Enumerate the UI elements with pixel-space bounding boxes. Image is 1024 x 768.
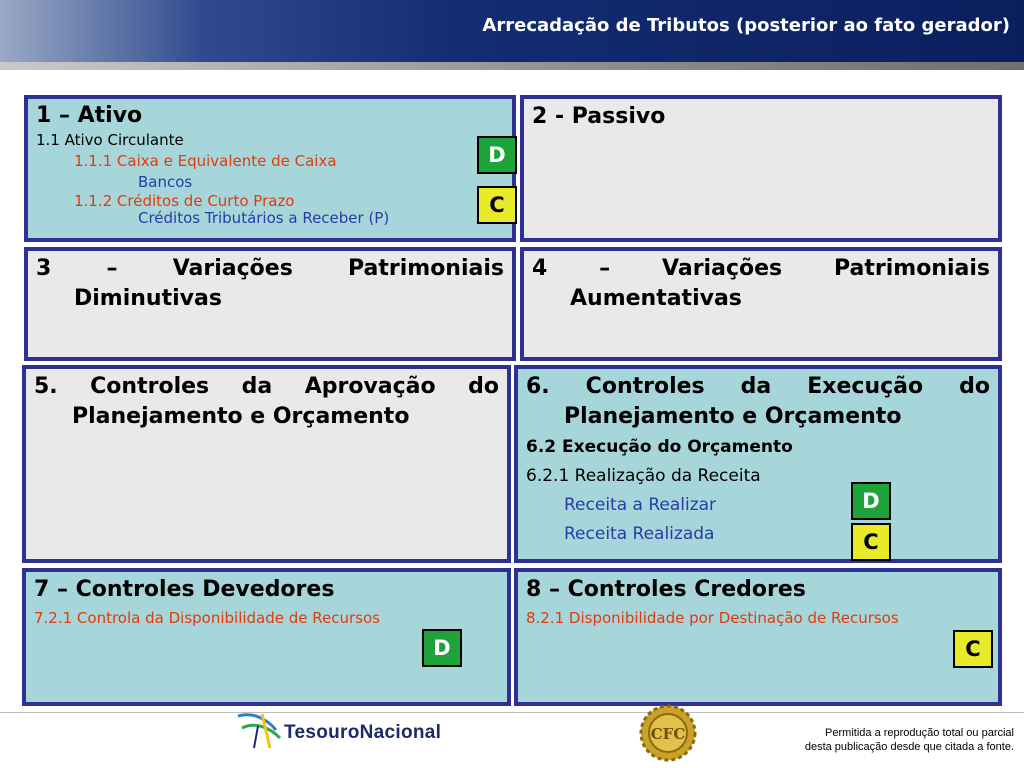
creditos-curto-prazo: 1.1.2 Créditos de Curto Prazo [74,192,295,210]
credit-marker-ativo: C [477,186,517,224]
debit-marker-devedores: D [422,629,462,667]
caixa-equivalente: 1.1.1 Caixa e Equivalente de Caixa [74,152,337,170]
reproduction-note-line2: desta publicação desde que citada a fonte. [804,741,1014,753]
controla-disponibilidade: 7.2.1 Controla da Disponibilidade de Recursos [34,609,380,627]
reproduction-note-line1: Permitida a reprodução total ou parcial [825,727,1014,739]
box-c5-title: 5. Controles da Aprovação do Planejamento e Orçamento [34,374,499,429]
header-divider [0,62,1024,70]
reproduction-note [805,726,1014,754]
debit-marker-receita: D [851,482,891,520]
bancos: Bancos [138,173,193,191]
box-controles-execucao [514,365,1002,563]
box-controles-aprovacao [22,365,511,563]
cfc-seal-text: CFC [650,725,686,743]
slide-header [0,0,1024,62]
box-vpa [520,247,1002,361]
box-vpd [24,247,516,361]
tesouro-nacional-text: TesouroNacional [284,722,442,743]
credit-marker-credores: C [953,630,993,668]
creditos-tributarios: Créditos Tributários a Receber (P) [138,209,390,227]
realizacao-receita: 6.2.1 Realização da Receita [526,466,761,486]
cfc-seal-icon [636,704,700,762]
box-controles-credores [514,568,1002,706]
box-c7-title: 7 – Controles Devedores [34,577,335,602]
receita-realizada: Receita Realizada [564,524,715,544]
receita-a-realizar: Receita a Realizar [564,495,717,515]
box-passivo [520,95,1002,242]
footer-divider [0,712,1024,713]
credit-marker-receita: C [851,523,891,561]
tesouro-nacional-logo [232,706,442,758]
box-vpa-title: 4 – Variações Patrimoniais Aumentativas [532,256,990,311]
execucao-orcamento: 6.2 Execução do Orçamento [526,437,793,457]
box-ativo [24,95,516,242]
box-passivo-title: 2 - Passivo [532,104,666,129]
slide-title: Arrecadação de Tributos (posterior ao fato gerador) [482,15,1010,36]
debit-marker-ativo: D [477,136,517,174]
box-vpd-title: 3 – Variações Patrimoniais Diminutivas [36,256,504,311]
disponibilidade-destinacao: 8.2.1 Disponibilidade por Destinação de Recursos [526,609,899,627]
tesouro-nacional-icon [232,708,288,752]
box-c6-title: 6. Controles da Execução do Planejamento e Orçamento [526,374,990,429]
box-ativo-title: 1 – Ativo [36,103,143,128]
box-c8-title: 8 – Controles Credores [526,577,806,602]
ativo-circulante: 1.1 Ativo Circulante [36,131,184,149]
